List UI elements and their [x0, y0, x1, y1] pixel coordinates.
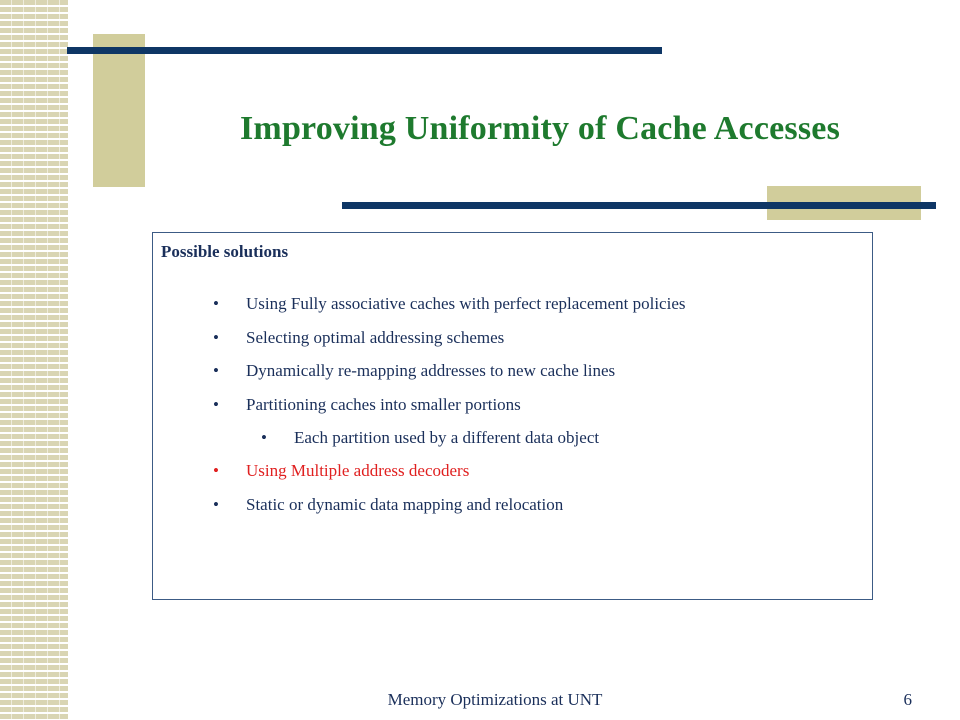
bullet-text: Using Fully associative caches with perfect replacement policies: [246, 294, 686, 313]
slide-title: Improving Uniformity of Cache Accesses: [239, 110, 840, 147]
box-heading: Possible solutions: [161, 242, 289, 261]
footer-text: Memory Optimizations at UNT: [387, 690, 603, 709]
bullet-icon: •: [213, 328, 219, 347]
bullet-icon: •: [213, 361, 219, 380]
bullet-text: Static or dynamic data mapping and relocation: [246, 495, 564, 514]
decorative-line-bottom: [342, 202, 936, 209]
bullet-icon: •: [213, 294, 219, 313]
bullet-icon: •: [261, 428, 267, 447]
bullet-icon: •: [213, 395, 219, 414]
bullet-icon: •: [213, 461, 219, 480]
bullet-icon: •: [213, 495, 219, 514]
bullet-text: Dynamically re-mapping addresses to new cache lines: [246, 361, 616, 380]
bullet-text: Each partition used by a different data object: [294, 428, 600, 447]
page-number: 6: [903, 690, 912, 709]
decorative-block-left: [93, 34, 145, 187]
bullet-text: Partitioning caches into smaller portions: [246, 395, 521, 414]
bullet-text: Using Multiple address decoders: [246, 461, 470, 480]
decorative-stripe-band: [0, 0, 68, 720]
bullet-text: Selecting optimal addressing schemes: [246, 328, 505, 347]
decorative-line-top: [67, 47, 662, 54]
content-box: [152, 232, 873, 600]
